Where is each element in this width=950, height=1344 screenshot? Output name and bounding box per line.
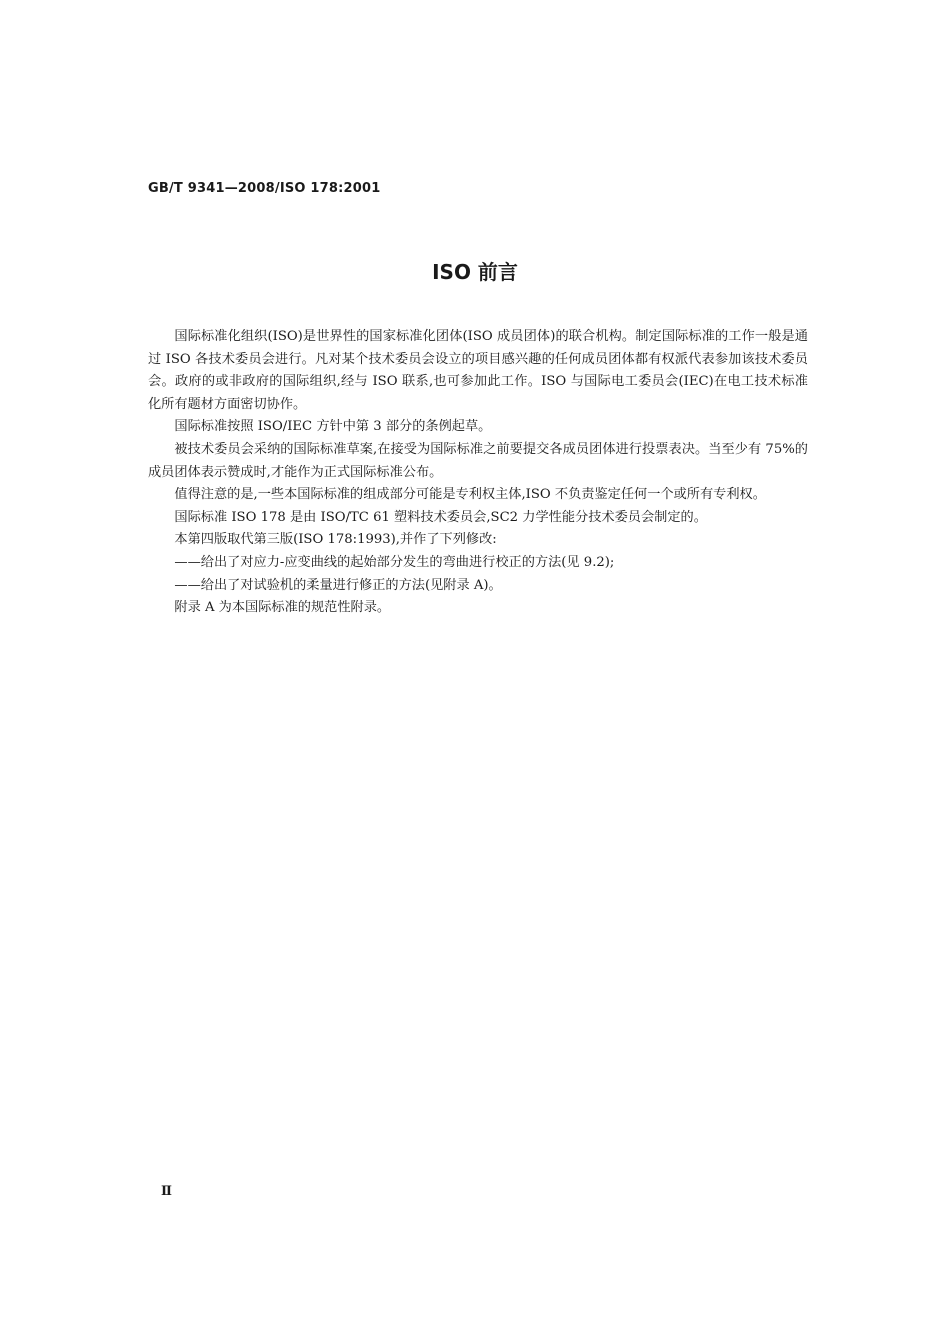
- page-number: Ⅱ: [161, 1184, 172, 1199]
- paragraph-drafting-rules: 国际标准按照 ISO/IEC 方针中第 3 部分的条例起草。: [174, 419, 492, 435]
- paragraph-patent-notice: 值得注意的是,一些本国际标准的组成部分可能是专利权主体,ISO 不负责鉴定任何一个或所有专利权。: [174, 487, 766, 503]
- page-title: ISO 前言: [432, 260, 518, 284]
- paragraph-voting: 被技术委员会采纳的国际标准草案,在接受为国际标准之前要提交各成员团体进行投票表决。当至少有 75%的成员团体表示赞成时,才能作为正式国际标准公布。: [148, 441, 808, 480]
- paragraph-iso-intro: 国际标准化组织(ISO)是世界性的国家标准化团体(ISO 成员团体)的联合机构。制定国际标准的工作一般是通过 ISO 各技术委员会进行。凡对某个技术委员会设立的项目感兴趣的任何成员团体都有权派代表参加该技术委员会。政府的或非政府的国际组织,经与 ISO 联系,也可参加此工作。ISO 与国际电工委员会(IEC)在电工技术标准化所有题材方面密切协作。: [148, 329, 808, 412]
- standard-code-header: GB/T 9341—2008/ISO 178:2001: [148, 181, 381, 196]
- list-item-change-1: ——给出了对应力-应变曲线的起始部分发生的弯曲进行校正的方法(见 9.2);: [174, 554, 615, 570]
- foreword-body: [148, 326, 808, 620]
- list-item-change-2: ——给出了对试验机的柔量进行修正的方法(见附录 A)。: [174, 577, 502, 593]
- paragraph-committee: 国际标准 ISO 178 是由 ISO/TC 61 塑料技术委员会,SC2 力学性能分技术委员会制定的。: [174, 509, 707, 525]
- paragraph-edition: 本第四版取代第三版(ISO 178:1993),并作了下列修改:: [174, 532, 497, 548]
- paragraph-annex: 附录 A 为本国际标准的规范性附录。: [174, 600, 391, 616]
